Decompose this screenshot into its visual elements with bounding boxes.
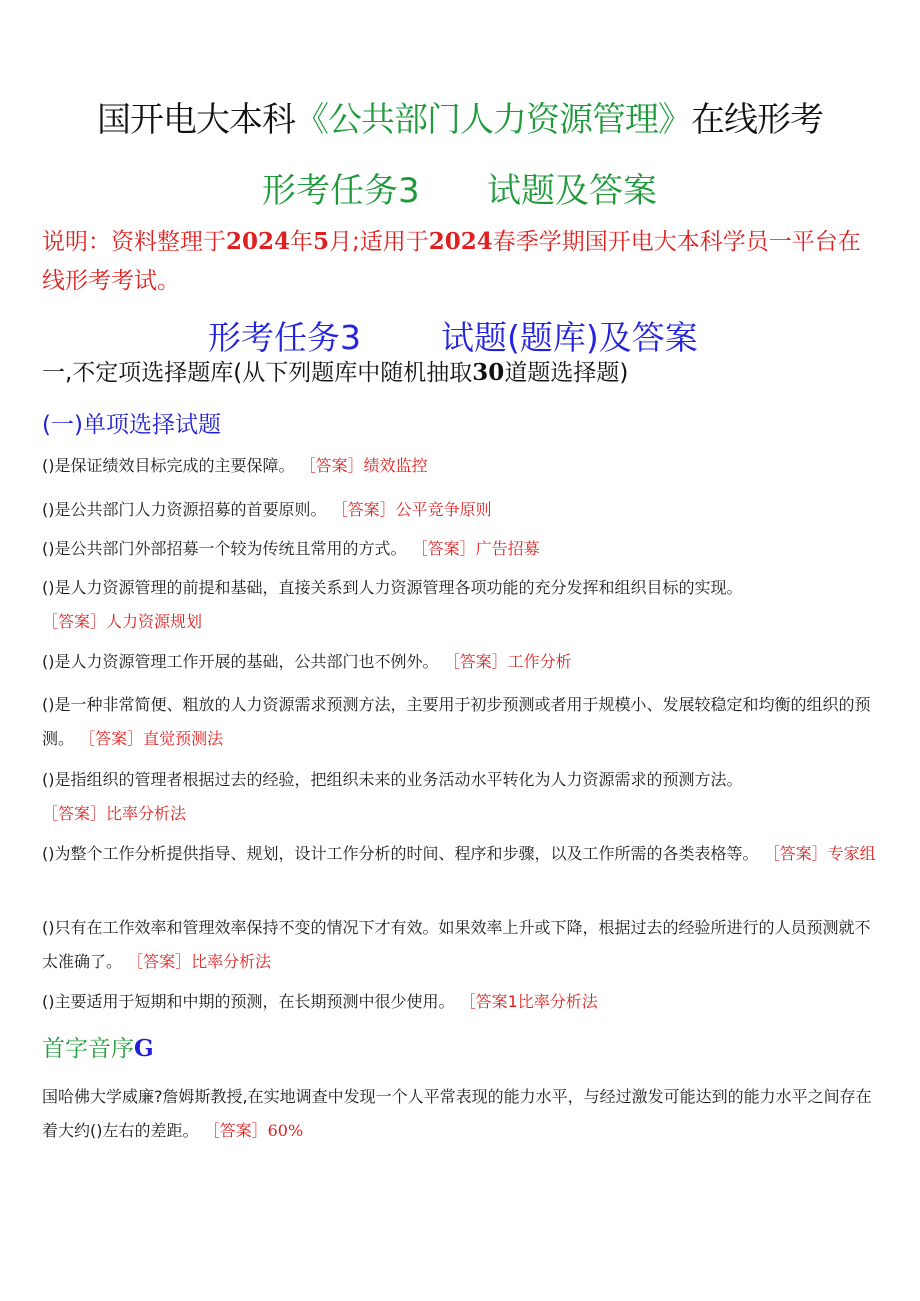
question-item	[42, 493, 878, 527]
question-item	[42, 532, 878, 566]
question-text: ()主要适用于短期和中期的预测，在长期预测中很少使用。	[42, 992, 455, 1011]
question-text: ()是公共部门人力资源招募的首要原则。	[42, 500, 327, 519]
answer-text: ［答案］公平竞争原则	[331, 500, 492, 519]
answer-text: ［答案］绩效监控	[299, 456, 428, 475]
section-text: 一,不定项选择题库(从下列题库中随机抽取	[42, 360, 473, 386]
title-prefix: 国开电大本科	[97, 100, 295, 140]
note-year: 2024	[226, 228, 291, 255]
question-item	[42, 911, 878, 979]
section-count: 30	[472, 359, 505, 386]
question-text: ()是公共部门外部招募一个较为传统且常用的方式。	[42, 539, 407, 558]
answer-text: ［答案］工作分析	[443, 652, 572, 671]
answer-text: ［答案］人力资源规划	[42, 612, 203, 631]
question-item	[42, 688, 878, 756]
title-suffix: 在线形考	[691, 100, 823, 140]
section-heading-multiple-choice	[42, 354, 628, 387]
answer-value: 60%	[267, 1121, 304, 1140]
question-text: ()是人力资源管理工作开展的基础，公共部门也不例外。	[42, 652, 439, 671]
answer-label: ［答案］	[203, 1121, 268, 1140]
question-item	[42, 645, 878, 679]
answer-text: ［答案1比率分析法	[459, 992, 598, 1011]
answer-text: ［答案］比率分析法	[42, 804, 187, 823]
note-text: 年	[290, 229, 314, 255]
question-item	[42, 985, 878, 1019]
subtitle-answers: 试题及答案	[487, 171, 657, 211]
question-item	[42, 449, 878, 483]
section-letter: G	[134, 1035, 154, 1062]
section-heading-letter-index	[42, 1030, 154, 1063]
document-title	[0, 92, 920, 141]
note-month: 5	[313, 228, 330, 255]
section-text: 首字音序	[42, 1036, 134, 1062]
question-item	[42, 571, 878, 639]
section-text: 道题选择题)	[504, 360, 629, 386]
bank-heading-answers: 试题(题库)及答案	[441, 318, 698, 357]
answer-text: ［答案］广告招募	[411, 539, 540, 558]
answer-text: ［答案］直觉预测法	[79, 729, 224, 748]
section-heading-single-choice: (一)单项选择试题	[42, 412, 221, 438]
subtitle-task: 形考任务3	[262, 171, 420, 211]
question-text: ()只有在工作效率和管理效率保持不变的情况下才有效。如果效率上升或下降，根据过去的经验所进行的人员预测就不太准确了。	[42, 918, 871, 971]
answer-text: ［答案］专家组	[763, 844, 876, 863]
note-text: 春季学期国开电大本科学员一平台在线形考考试。	[42, 229, 861, 294]
answer-text	[204, 1121, 304, 1140]
question-item	[42, 763, 878, 831]
question-item	[42, 837, 878, 871]
question-text: ()是指组织的管理者根据过去的经验，把组织未来的业务活动水平转化为人力资源需求的预测方法。	[42, 770, 743, 789]
answer-text: ［答案］比率分析法	[127, 952, 272, 971]
note-paragraph	[42, 222, 882, 301]
bank-heading-task: 形考任务3	[208, 318, 361, 357]
note-text: 月;适用于	[329, 229, 429, 255]
note-text: 说明：资料整理于	[42, 229, 226, 255]
question-item	[42, 1080, 878, 1148]
question-text: ()为整个工作分析提供指导、规划，设计工作分析的时间、程序和步骤，以及工作所需的各类表格等。	[42, 844, 759, 863]
question-text: ()是一种非常简便、粗放的人力资源需求预测方法，主要用于初步预测或者用于规模小、发展较稳定和均衡的组织的预测。	[42, 695, 871, 748]
question-text: ()是人力资源管理的前提和基础，直接关系到人力资源管理各项功能的充分发挥和组织目标的实现。	[42, 578, 743, 597]
note-year: 2024	[428, 228, 493, 255]
question-text: 国哈佛大学威廉?詹姆斯教授,在实地调查中发现一个人平常表现的能力水平，与经过激发可能达到的能力水平之间存在着大约()左右的差距。	[42, 1087, 872, 1140]
title-course: 《公共部门人力资源管理》	[295, 100, 691, 140]
question-text: ()是保证绩效目标完成的主要保障。	[42, 456, 295, 475]
